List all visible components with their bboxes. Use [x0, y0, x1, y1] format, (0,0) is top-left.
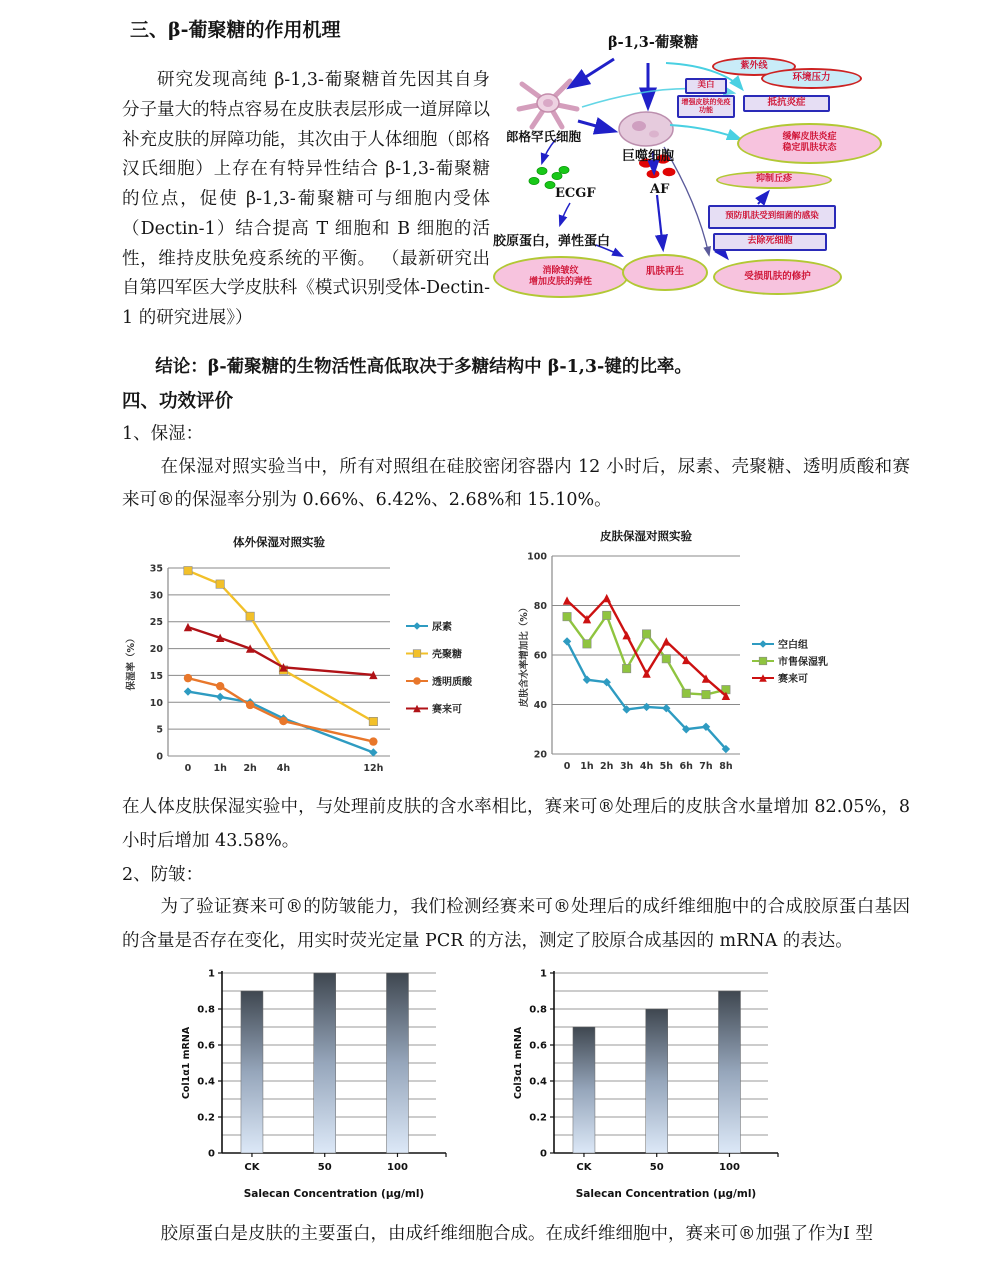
- svg-text:60: 60: [533, 650, 547, 662]
- moisture-charts-row: [118, 526, 910, 783]
- svg-text:5: 5: [156, 724, 163, 736]
- wrinkle-paragraph: 为了验证赛来可®的防皱能力，我们检测经赛来可®处理后的成纤维细胞中的合成胶原蛋白基因的含量是否存在变化，用实时荧光定量 PCR 的方法，测定了胶原合成基因的 mRNA 的表达。: [122, 897, 910, 951]
- intro-row: [122, 33, 910, 352]
- svg-text:35: 35: [149, 563, 163, 575]
- svg-text:赛来可: 赛来可: [432, 704, 462, 716]
- svg-text:2h: 2h: [243, 763, 257, 775]
- svg-text:12h: 12h: [363, 763, 384, 775]
- immune-box: 增强皮肤的免疫功能: [677, 95, 735, 118]
- svg-text:4h: 4h: [276, 763, 291, 775]
- svg-text:0.4: 0.4: [197, 1076, 215, 1088]
- svg-text:3h: 3h: [619, 761, 634, 773]
- glucan-label: β-1,3-葡聚糖: [608, 33, 699, 51]
- svg-text:10: 10: [149, 698, 163, 710]
- svg-text:0.2: 0.2: [529, 1112, 547, 1124]
- langerhans-label: 郎格罕氏细胞: [506, 128, 582, 144]
- svg-text:赛来可: 赛来可: [778, 674, 808, 686]
- relieve-ellipse: 缓解皮肤炎症 稳定肌肤状态: [737, 123, 882, 164]
- svg-text:30: 30: [149, 590, 163, 602]
- mrna-charts-row: [176, 963, 910, 1208]
- section4-heading: 四、功效评价: [122, 391, 234, 413]
- wrinkle-ellipse: 消除皱纹 增加皮肤的弹性: [493, 256, 628, 298]
- svg-text:20: 20: [149, 644, 163, 656]
- svg-text:CK: CK: [576, 1161, 592, 1173]
- svg-text:50: 50: [649, 1161, 664, 1173]
- svg-text:皮肤保湿对照实验: 皮肤保湿对照实验: [600, 529, 692, 544]
- svg-text:0.6: 0.6: [197, 1040, 215, 1052]
- svg-text:皮肤含水率增加比（%）: 皮肤含水率增加比（%）: [519, 602, 530, 708]
- uv-ellipse: 紫外线: [712, 57, 796, 76]
- svg-text:4h: 4h: [639, 761, 654, 773]
- collagen-paragraph: 胶原蛋白是皮肤的主要蛋白，由成纤维细胞合成。在成纤维细胞中，赛来可®加强了作为Ⅰ 型: [160, 1223, 873, 1244]
- svg-text:体外保湿对照实验: 体外保湿对照实验: [233, 535, 325, 550]
- svg-text:50: 50: [317, 1161, 332, 1173]
- svg-text:2h: 2h: [600, 761, 614, 773]
- skin-result-paragraph: 在人体皮肤保湿实验中，与处理前皮肤的含水率相比，赛来可®处理后的皮肤含水量增加 82.05%，8 小时后增加 43.58%。: [122, 797, 910, 851]
- anti-inflammation-box: 抵抗炎症: [743, 95, 830, 112]
- whitening-box: 美白: [685, 78, 727, 94]
- intro-paragraph: 研究发现高纯 β-1,3-葡聚糖首先因其自身分子量大的特点容易在皮肤表层形成一道屏障以补充皮肤的屏障功能，其次由于人体细胞（郎格汉氏细胞）上存在有特异性结合 β-1,3-葡聚糖的位点，促使 β-1,3-葡聚糖可与细胞内受体（Dectin-1）结合提高 T 细胞和 B 细胞的活性，维持皮肤免疫系统的平衡。 （最新研究出自第四军医大学皮肤科《模式识别受体-Dectin-1 的研究进展》）: [122, 70, 490, 328]
- svg-text:0.2: 0.2: [197, 1112, 215, 1124]
- svg-text:100: 100: [719, 1161, 740, 1173]
- ecgf-label: ECGF: [555, 185, 596, 201]
- svg-text:1: 1: [208, 968, 215, 980]
- repair-ellipse: 受损肌肤的修护: [713, 259, 842, 295]
- svg-text:40: 40: [533, 700, 547, 712]
- moisture-paragraph: 在保湿对照实验当中，所有对照组在硅胶密闭容器内 12 小时后，尿素、壳聚糖、透明质酸和赛来可®的保湿率分别为 0.66%、6.42%、2.68%和 15.10%。: [122, 456, 910, 511]
- skin-moisture-chart: [514, 526, 914, 783]
- vitro-moisture-chart: [118, 526, 506, 783]
- svg-text:0: 0: [563, 761, 571, 773]
- svg-text:Salecan Concentration (μg/ml): Salecan Concentration (μg/ml): [243, 1187, 425, 1200]
- svg-text:Col3α1 mRNA: Col3α1 mRNA: [513, 1026, 524, 1099]
- dead-cells-box: 去除死细胞: [713, 233, 827, 251]
- svg-text:Col1α1 mRNA: Col1α1 mRNA: [181, 1026, 192, 1099]
- svg-text:保湿率（%）: 保湿率（%）: [126, 633, 137, 691]
- svg-text:100: 100: [387, 1161, 408, 1173]
- macrophage-label: 巨噬细胞: [622, 148, 675, 164]
- svg-text:100: 100: [527, 551, 547, 563]
- svg-text:80: 80: [533, 601, 547, 613]
- svg-text:0: 0: [540, 1148, 547, 1160]
- svg-text:1h: 1h: [213, 763, 227, 775]
- svg-text:0.8: 0.8: [529, 1004, 547, 1016]
- svg-text:6h: 6h: [679, 761, 693, 773]
- regeneration-ellipse: 肌肤再生: [622, 254, 708, 291]
- svg-text:空白组: 空白组: [778, 640, 808, 652]
- subsection2-heading: 2、防皱：: [122, 864, 204, 885]
- infection-box: 预防肌肤受到细菌的感染: [708, 205, 836, 229]
- svg-text:尿素: 尿素: [432, 622, 452, 634]
- svg-text:0.6: 0.6: [529, 1040, 547, 1052]
- svg-text:1h: 1h: [580, 761, 594, 773]
- svg-text:1: 1: [540, 968, 547, 980]
- collagen-elastin-label: 胶原蛋白，弹性蛋白: [493, 233, 611, 249]
- svg-text:0: 0: [184, 763, 192, 775]
- section3-heading: 三、β-葡聚糖的作用机理: [130, 19, 341, 41]
- stress-ellipse: 环境压力: [761, 68, 862, 89]
- conclusion-line: 结论：β-葡聚糖的生物活性高低取决于多糖结构中 β-1,3-键的比率。: [155, 357, 692, 378]
- col1a1-bar-chart: [176, 963, 496, 1208]
- svg-text:0: 0: [208, 1148, 215, 1160]
- svg-text:透明质酸: 透明质酸: [432, 677, 472, 689]
- svg-text:0: 0: [156, 751, 163, 763]
- papule-ellipse: 抑制丘疹: [716, 171, 832, 189]
- svg-text:5h: 5h: [659, 761, 673, 773]
- svg-text:CK: CK: [244, 1161, 260, 1173]
- svg-text:市售保湿乳: 市售保湿乳: [778, 657, 828, 669]
- svg-text:20: 20: [533, 749, 547, 761]
- subsection1-heading: 1、保湿：: [122, 424, 204, 445]
- col3a1-bar-chart: [508, 963, 828, 1208]
- svg-text:15: 15: [149, 671, 163, 683]
- svg-text:0.4: 0.4: [529, 1076, 547, 1088]
- svg-text:壳聚糖: 壳聚糖: [432, 649, 462, 661]
- af-label: AF: [650, 181, 670, 197]
- svg-text:0.8: 0.8: [197, 1004, 215, 1016]
- svg-text:8h: 8h: [719, 761, 733, 773]
- mechanism-diagram: [493, 29, 900, 347]
- macrophage-shape: [619, 112, 673, 146]
- svg-text:7h: 7h: [699, 761, 713, 773]
- svg-text:Salecan Concentration (μg/ml): Salecan Concentration (μg/ml): [575, 1187, 757, 1200]
- svg-text:25: 25: [149, 617, 163, 629]
